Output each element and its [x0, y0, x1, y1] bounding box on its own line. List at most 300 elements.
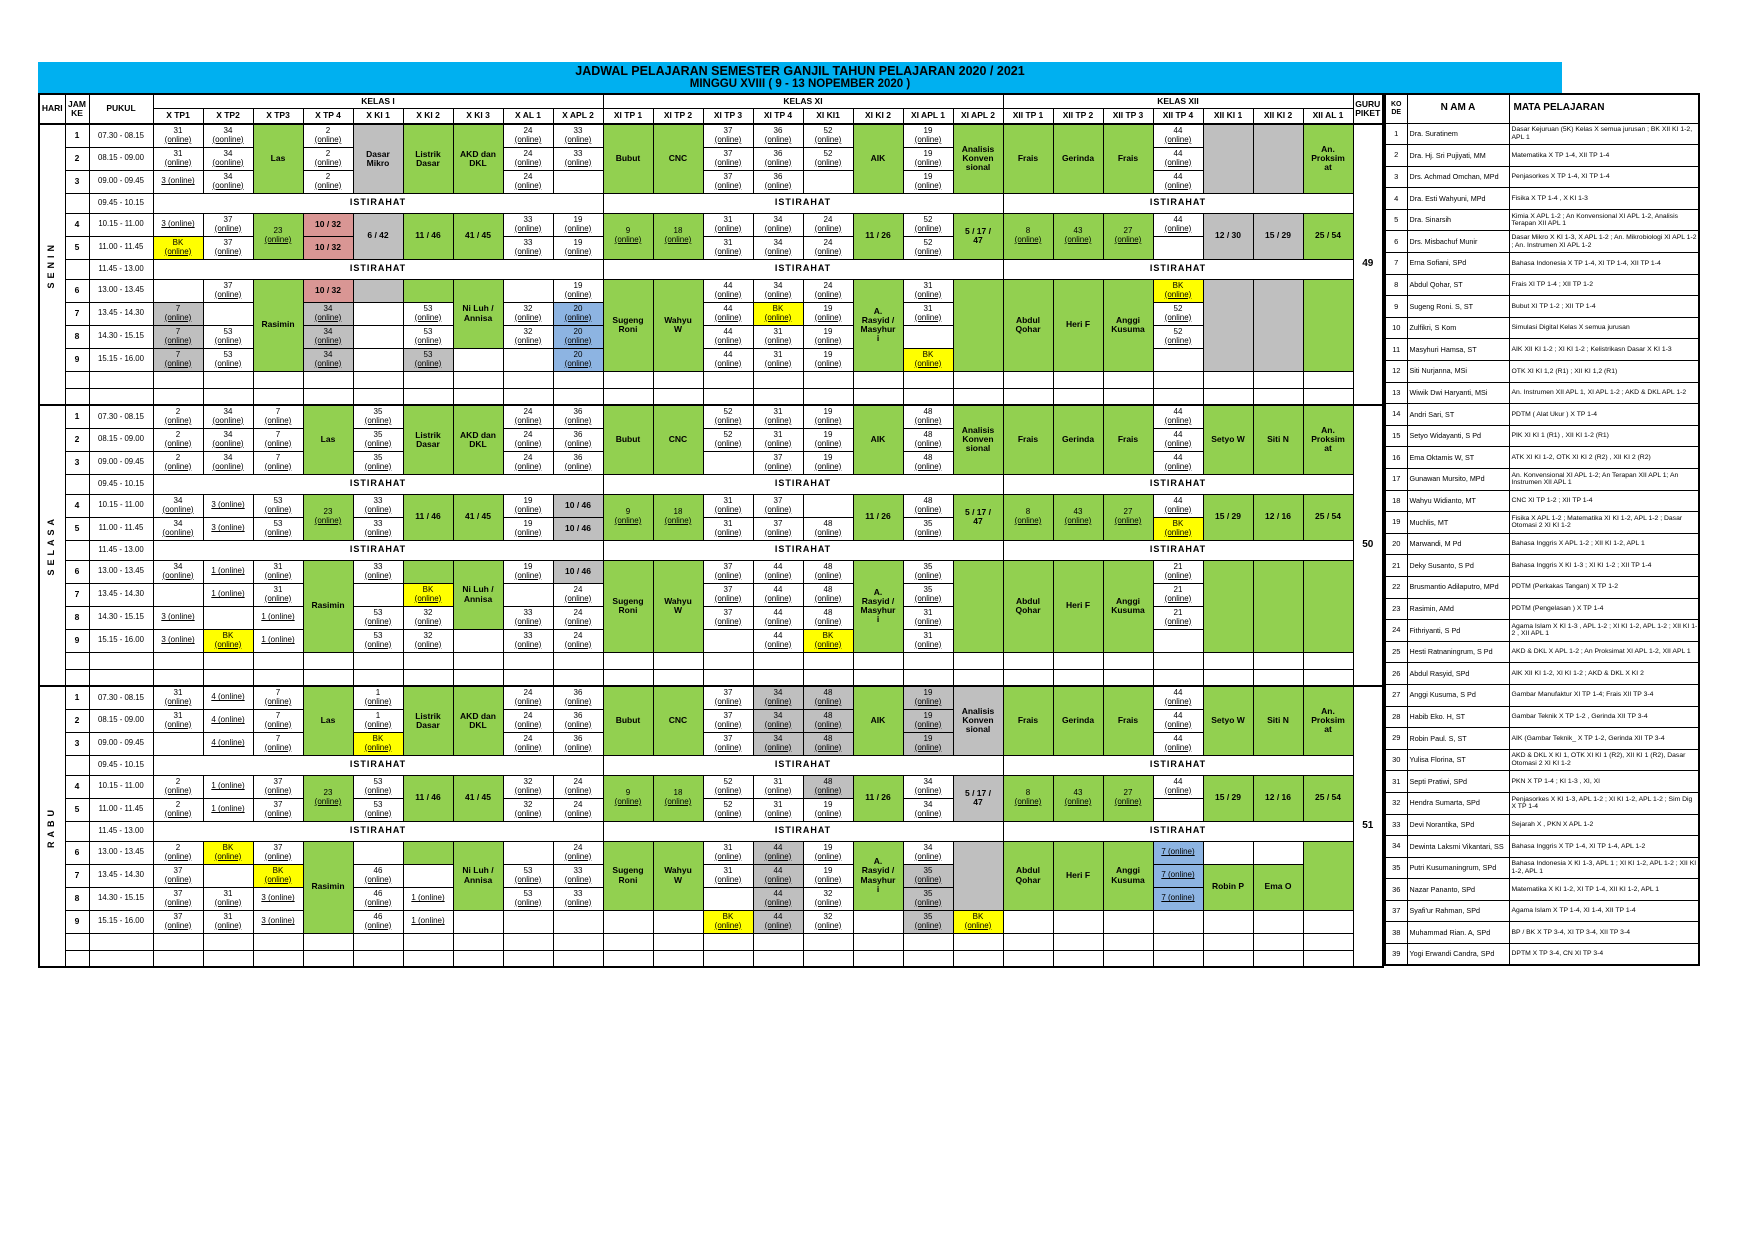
teacher-name: Muchlis, MT [1407, 512, 1509, 534]
jam-cell [65, 652, 89, 669]
jam-cell: 6 [65, 279, 89, 302]
schedule-cell: 35 (online) [903, 560, 953, 583]
schedule-cell: 34 (oonline) [203, 405, 253, 428]
teacher-name: Drs. Achmad Omchan, MPd [1407, 166, 1509, 188]
schedule-cell: 44 (online) [753, 910, 803, 933]
schedule-cell: CNC [653, 124, 703, 193]
schedule-cell: 9 (online) [603, 494, 653, 540]
schedule-cell: Rasimin [303, 841, 353, 933]
schedule-cell: 44 (online) [1153, 170, 1203, 193]
schedule-cell: Anggi Kusuma [1103, 279, 1153, 371]
schedule-cell: 7 (online) [153, 302, 203, 325]
column-header: XI APL 2 [953, 108, 1003, 124]
teacher-code: 13 [1385, 382, 1407, 404]
schedule-cell: 24 (online) [503, 170, 553, 193]
schedule-cell: Las [303, 405, 353, 474]
break-cell: ISTIRAHAT [153, 259, 603, 279]
jam-cell: 7 [65, 864, 89, 887]
schedule-cell: 53 (online) [203, 325, 253, 348]
header-kelas-group: KELAS I [153, 94, 603, 108]
teacher-code: 23 [1385, 598, 1407, 620]
pukul-cell: 13.45 - 14.30 [89, 302, 153, 325]
schedule-cell: 34 (online) [903, 775, 953, 798]
schedule-cell: 44 (online) [753, 606, 803, 629]
schedule-cell: 10 / 46 [553, 494, 603, 517]
teacher-code: 38 [1385, 922, 1407, 944]
schedule-cell: 44 (online) [1153, 428, 1203, 451]
break-cell: ISTIRAHAT [603, 193, 1003, 213]
schedule-cell [1253, 669, 1303, 686]
schedule-cell: 1 (online) [253, 629, 303, 652]
schedule-cell [503, 933, 553, 950]
schedule-cell: 31 (online) [203, 910, 253, 933]
schedule-cell: 34 (online) [753, 236, 803, 259]
teacher-code: 34 [1385, 836, 1407, 858]
teacher-subject: AIK (Gambar Teknik_ X TP 1-2, Gerinda XII TP 3-4 [1509, 728, 1699, 750]
pukul-cell: 07.30 - 08.15 [89, 686, 153, 709]
schedule-cell: 21 (online) [1153, 606, 1203, 629]
schedule-cell: 10 / 46 [553, 517, 603, 540]
schedule-cell: 3 (online) [153, 170, 203, 193]
teacher-subject: Frais XI TP 1-4 ; XII TP 1-2 [1509, 274, 1699, 296]
schedule-cell: 31 (online) [753, 798, 803, 821]
schedule-cell [1153, 629, 1203, 652]
schedule-cell [803, 652, 853, 669]
break-cell: ISTIRAHAT [603, 540, 1003, 560]
schedule-cell [403, 933, 453, 950]
teacher-subject: BP / BK X TP 3-4, XI TP 3-4, XII TP 3-4 [1509, 922, 1699, 944]
schedule-cell: 33 (online) [503, 629, 553, 652]
schedule-cell: Wahyu W [653, 560, 703, 652]
teacher-subject: Bahasa Indonesia X KI 1-3, APL 1 ; XI KI 1-2, APL 1-2 ; XII KI 1-2, APL 1 [1509, 857, 1699, 879]
schedule-cell: 41 / 45 [453, 213, 503, 259]
teacher-name: Drs. Misbachuf Munir [1407, 231, 1509, 253]
schedule-cell [1153, 652, 1203, 669]
column-header: X AL 1 [503, 108, 553, 124]
break-cell: ISTIRAHAT [603, 474, 1003, 494]
teacher-code: 21 [1385, 555, 1407, 577]
schedule-cell [803, 170, 853, 193]
column-header: XII TP 3 [1103, 108, 1153, 124]
schedule-cell: 19 (online) [553, 279, 603, 302]
schedule-cell: 31 (online) [153, 709, 203, 732]
schedule-cell: 19 (online) [903, 732, 953, 755]
schedule-cell [653, 910, 703, 933]
schedule-cell [1253, 950, 1303, 967]
schedule-cell: 19 (online) [553, 213, 603, 236]
schedule-cell: Setyo W [1203, 405, 1253, 474]
schedule-cell: 52 (online) [703, 405, 753, 428]
teacher-code: 8 [1385, 274, 1407, 296]
schedule-cell: BK (online) [903, 348, 953, 371]
break-cell: ISTIRAHAT [153, 821, 603, 841]
jam-cell: 2 [65, 428, 89, 451]
schedule-cell [1053, 371, 1103, 388]
column-header: XI TP 2 [653, 108, 703, 124]
schedule-cell: 34 (online) [753, 279, 803, 302]
schedule-cell: 48 (online) [903, 405, 953, 428]
schedule-cell: 32 (online) [503, 325, 553, 348]
schedule-cell [1203, 652, 1253, 669]
schedule-cell [353, 652, 403, 669]
column-header: X TP3 [253, 108, 303, 124]
schedule-cell [1153, 933, 1203, 950]
schedule-cell [453, 388, 503, 405]
schedule-cell: 3 (online) [203, 494, 253, 517]
schedule-cell: 32 (online) [403, 629, 453, 652]
schedule-cell: AIK [853, 686, 903, 755]
schedule-cell: 44 (online) [753, 864, 803, 887]
schedule-cell: 31 (online) [753, 348, 803, 371]
schedule-cell [853, 388, 903, 405]
schedule-cell [453, 910, 503, 933]
schedule-cell: 3 (online) [153, 606, 203, 629]
teacher-code: 16 [1385, 447, 1407, 469]
teacher-name: Masyhuri Hamsa, ST [1407, 339, 1509, 361]
schedule-cell: 24 (online) [553, 798, 603, 821]
schedule-cell: 48 (online) [803, 732, 853, 755]
schedule-cell: 19 (online) [803, 348, 853, 371]
schedule-cell: Siti N [1253, 405, 1303, 474]
column-header: XII AL 1 [1303, 108, 1353, 124]
schedule-cell: 46 (online) [353, 910, 403, 933]
schedule-cell: 19 (online) [503, 494, 553, 517]
schedule-cell: 7 (online) [253, 686, 303, 709]
schedule-cell [1103, 388, 1153, 405]
day-label: RABU [39, 686, 65, 967]
column-header: X KI 3 [453, 108, 503, 124]
schedule-cell: Wahyu W [653, 279, 703, 371]
schedule-cell: 3 (online) [203, 517, 253, 540]
schedule-cell: A. Rasyid / Masyhur i [853, 279, 903, 371]
teacher-code: 5 [1385, 209, 1407, 231]
schedule-cell: 46 (online) [353, 864, 403, 887]
schedule-cell [1203, 841, 1253, 864]
schedule-cell: 44 (online) [1153, 451, 1203, 474]
schedule-cell [953, 841, 1003, 910]
pukul-cell: 13.00 - 13.45 [89, 279, 153, 302]
schedule-cell [503, 910, 553, 933]
schedule-cell [203, 606, 253, 629]
schedule-cell: Abdul Qohar [1003, 279, 1053, 371]
teacher-name: Wiwik Dwi Haryanti, MSi [1407, 382, 1509, 404]
schedule-cell: 24 (online) [553, 583, 603, 606]
teacher-code: 12 [1385, 361, 1407, 383]
schedule-cell [853, 669, 903, 686]
schedule-cell [1303, 388, 1353, 405]
schedule-cell [1303, 652, 1353, 669]
teacher-kode-header: KO DE [1385, 94, 1407, 123]
schedule-cell: Analisis Konven sional [953, 405, 1003, 474]
day-label: SELASA [39, 405, 65, 686]
piket-value: 50 [1353, 405, 1383, 686]
teacher-subject: Matematika X TP 1-4, XII TP 1-4 [1509, 145, 1699, 167]
teacher-name: Dewinta Laksmi Vikantari, SS [1407, 836, 1509, 858]
teacher-name: Ema Oktamis W, ST [1407, 447, 1509, 469]
schedule-cell [453, 629, 503, 652]
teacher-name: Devi Norantika, SPd [1407, 814, 1509, 836]
column-header: X TP2 [203, 108, 253, 124]
teacher-subject: AIK XII KI 1-2 ; XI KI 1-2 ; Kelistrikasn Dasar X KI 1-3 [1509, 339, 1699, 361]
schedule-cell [1153, 669, 1203, 686]
schedule-cell [353, 279, 403, 302]
teacher-subject: An. Konvensional XI APL 1-2; An Terapan XII APL 1; An Instrumen XII APL 1 [1509, 469, 1699, 491]
teacher-code: 32 [1385, 792, 1407, 814]
schedule-cell: 11 / 26 [853, 775, 903, 821]
schedule-cell: 19 (online) [903, 709, 953, 732]
teacher-name: Sugeng Roni. S, ST [1407, 296, 1509, 318]
schedule-cell: BK (online) [203, 841, 253, 864]
column-header: XII KI 2 [1253, 108, 1303, 124]
teacher-subject: CNC XI TP 1-2 ; XII TP 1-4 [1509, 490, 1699, 512]
schedule-cell: 33 (online) [353, 494, 403, 517]
jam-cell: 7 [65, 583, 89, 606]
schedule-cell [603, 652, 653, 669]
schedule-cell [153, 388, 203, 405]
teacher-name: Hendra Sumarta, SPd [1407, 792, 1509, 814]
schedule-cell: 35 (online) [903, 910, 953, 933]
teacher-name: Dra. Hj. Sri Pujiyati, MM [1407, 145, 1509, 167]
schedule-cell: 36 (online) [553, 405, 603, 428]
jam-cell: 4 [65, 213, 89, 236]
schedule-cell [903, 371, 953, 388]
schedule-cell: 2 (online) [153, 405, 203, 428]
pukul-cell: 13.45 - 14.30 [89, 864, 153, 887]
schedule-cell: Frais [1003, 405, 1053, 474]
schedule-cell: 44 (online) [703, 302, 753, 325]
schedule-cell [1253, 841, 1303, 864]
schedule-cell [1303, 950, 1353, 967]
schedule-cell [1053, 388, 1103, 405]
schedule-cell: 19 (online) [903, 147, 953, 170]
schedule-cell: 37 (online) [203, 213, 253, 236]
teacher-subject: Fisika X APL 1-2 ; Matematika XI KI 1-2, APL 1-2 ; Dasar Otomasi 2 XI KI 1-2 [1509, 512, 1699, 534]
schedule-cell: 5 / 17 / 47 [953, 213, 1003, 259]
schedule-cell [1103, 652, 1153, 669]
schedule-cell [953, 669, 1003, 686]
pukul-cell: 14.30 - 15.15 [89, 606, 153, 629]
schedule-cell: 2 (online) [153, 798, 203, 821]
column-header: XI APL 1 [903, 108, 953, 124]
schedule-cell: BK (online) [1153, 279, 1203, 302]
pukul-cell: 11.45 - 13.00 [89, 540, 153, 560]
schedule-cell [903, 652, 953, 669]
jam-cell: 8 [65, 325, 89, 348]
schedule-cell: 7 (online) [153, 325, 203, 348]
teacher-code: 11 [1385, 339, 1407, 361]
schedule-cell: 31 (online) [253, 583, 303, 606]
schedule-cell [953, 279, 1003, 371]
schedule-cell: 33 (online) [553, 864, 603, 887]
teacher-code: 18 [1385, 490, 1407, 512]
schedule-cell [703, 451, 753, 474]
content-area [38, 93, 1754, 968]
column-header: XII TP 2 [1053, 108, 1103, 124]
schedule-cell [953, 950, 1003, 967]
schedule-cell: 41 / 45 [453, 494, 503, 540]
schedule-cell: 48 (online) [803, 686, 853, 709]
schedule-cell: 53 (online) [503, 887, 553, 910]
schedule-cell [1103, 669, 1153, 686]
schedule-cell: BK (online) [253, 864, 303, 887]
schedule-cell: 37 (online) [253, 775, 303, 798]
pukul-cell: 09.45 - 10.15 [89, 193, 153, 213]
schedule-cell: 37 (online) [703, 686, 753, 709]
schedule-cell: 37 (online) [753, 517, 803, 540]
schedule-cell: 52 (online) [703, 428, 753, 451]
column-header: XII KI 1 [1203, 108, 1253, 124]
schedule-cell: AIK [853, 124, 903, 193]
schedule-cell: 31 (online) [203, 887, 253, 910]
schedule-cell: 36 (online) [753, 147, 803, 170]
schedule-cell: Heri F [1053, 279, 1103, 371]
schedule-cell [153, 583, 203, 606]
schedule-cell: 37 (online) [703, 732, 753, 755]
schedule-cell: 37 (online) [703, 147, 753, 170]
schedule-cell: 35 (online) [903, 583, 953, 606]
pukul-cell [89, 950, 153, 967]
schedule-cell [703, 388, 753, 405]
teacher-subject: AIK XII KI 1-2, XI KI 1-2 ; AKD & DKL X KI 2 [1509, 663, 1699, 685]
schedule-cell: 37 (online) [153, 864, 203, 887]
schedule-cell: 19 (online) [803, 325, 853, 348]
schedule-cell [1003, 669, 1053, 686]
schedule-cell [1153, 798, 1203, 821]
schedule-cell: 53 (online) [353, 775, 403, 798]
schedule-cell: 1 (online) [203, 583, 253, 606]
schedule-cell: 12 / 30 [1203, 213, 1253, 259]
schedule-cell [1253, 371, 1303, 388]
schedule-cell: 37 (online) [153, 910, 203, 933]
schedule-cell: 44 (online) [1153, 124, 1203, 147]
schedule-cell [1253, 279, 1303, 371]
teacher-subject: PDTM (Pengelasan ) X TP 1-4 [1509, 598, 1699, 620]
schedule-cell [503, 583, 553, 606]
teacher-subject: PKN X TP 1-4 ; KI 1-3 , XI, XI [1509, 771, 1699, 793]
teacher-code: 3 [1385, 166, 1407, 188]
schedule-cell: 5 / 17 / 47 [953, 494, 1003, 540]
schedule-cell: 34 (oonline) [153, 560, 203, 583]
piket-value: 51 [1353, 686, 1383, 967]
pukul-cell: 07.30 - 08.15 [89, 405, 153, 428]
schedule-cell: 6 / 42 [353, 213, 403, 259]
schedule-cell: 53 (online) [253, 517, 303, 540]
teacher-name: Yogi Erwandi Candra, SPd [1407, 944, 1509, 966]
schedule-cell: 24 (online) [503, 732, 553, 755]
pukul-cell: 09.00 - 09.45 [89, 732, 153, 755]
schedule-cell: 9 (online) [603, 213, 653, 259]
schedule-cell: Las [303, 686, 353, 755]
schedule-cell: 21 (online) [1153, 560, 1203, 583]
teacher-name: Siti Nurjanna, MSi [1407, 361, 1509, 383]
schedule-cell [1153, 348, 1203, 371]
schedule-cell: Robin P [1203, 864, 1253, 910]
break-cell: ISTIRAHAT [603, 821, 1003, 841]
schedule-cell: 48 (online) [903, 451, 953, 474]
schedule-cell [153, 933, 203, 950]
teacher-code: 27 [1385, 684, 1407, 706]
schedule-cell [1153, 236, 1203, 259]
schedule-cell: 25 / 54 [1303, 775, 1353, 821]
schedule-cell: 1 (online) [353, 686, 403, 709]
schedule-cell: 1 (online) [203, 775, 253, 798]
schedule-cell [453, 371, 503, 388]
schedule-cell [1203, 950, 1253, 967]
pukul-cell: 09.45 - 10.15 [89, 474, 153, 494]
pukul-cell [89, 388, 153, 405]
schedule-cell [153, 669, 203, 686]
teacher-code: 17 [1385, 469, 1407, 491]
teacher-subject: Agama Islam X TP 1-4, XI 1-4, XII TP 1-4 [1509, 900, 1699, 922]
schedule-cell: 37 (online) [703, 560, 753, 583]
teacher-nama-header: N AM A [1407, 94, 1509, 123]
schedule-cell: 44 (online) [703, 348, 753, 371]
schedule-cell [1203, 279, 1253, 371]
schedule-cell [1203, 669, 1253, 686]
schedule-cell: An. Proksim at [1303, 405, 1353, 474]
schedule-cell: 2 (online) [303, 124, 353, 147]
schedule-cell: 44 (online) [753, 887, 803, 910]
pukul-cell: 10.15 - 11.00 [89, 494, 153, 517]
schedule-cell [303, 950, 353, 967]
schedule-cell [203, 933, 253, 950]
schedule-cell [953, 560, 1003, 652]
column-header: XI TP 3 [703, 108, 753, 124]
schedule-cell: 44 (online) [1153, 686, 1203, 709]
schedule-cell: 44 (online) [703, 279, 753, 302]
schedule-cell: 9 (online) [603, 775, 653, 821]
schedule-cell: 34 (oonline) [153, 494, 203, 517]
schedule-cell: Sugeng Roni [603, 841, 653, 910]
schedule-cell: 7 (online) [1153, 887, 1203, 910]
schedule-cell: 35 (online) [353, 428, 403, 451]
schedule-cell [903, 388, 953, 405]
schedule-cell [403, 841, 453, 864]
schedule-cell: Frais [1103, 405, 1153, 474]
schedule-cell: Gerinda [1053, 405, 1103, 474]
schedule-cell: 32 (online) [803, 887, 853, 910]
schedule-cell: 32 (online) [503, 798, 553, 821]
schedule-cell: 37 (online) [703, 606, 753, 629]
header-jam: JAM KE [65, 94, 89, 124]
schedule-cell: 52 (online) [803, 124, 853, 147]
schedule-cell [153, 732, 203, 755]
schedule-cell [1003, 950, 1053, 967]
schedule-cell [453, 933, 503, 950]
schedule-cell: 31 (online) [903, 279, 953, 302]
teacher-code: 29 [1385, 728, 1407, 750]
teacher-subject: Gambar Manufaktur XI TP 1-4; Frais XII TP 3-4 [1509, 684, 1699, 706]
schedule-cell [703, 371, 753, 388]
teacher-name: Erna Sofiani, SPd [1407, 253, 1509, 275]
break-cell: ISTIRAHAT [1003, 755, 1353, 775]
schedule-cell: 11 / 46 [403, 494, 453, 540]
schedule-cell [1203, 388, 1253, 405]
schedule-cell: 11 / 46 [403, 775, 453, 821]
schedule-cell: Rasimin [303, 560, 353, 652]
schedule-cell [953, 371, 1003, 388]
schedule-cell: 44 (online) [753, 841, 803, 864]
day-label: SENIN [39, 124, 65, 405]
column-header: XI KI 2 [853, 108, 903, 124]
schedule-cell: 36 (online) [553, 428, 603, 451]
teacher-subject: Agama Islam X KI 1-3 , APL 1-2 ; XI KI 1-2, APL 1-2 ; XII KI 1-2 , XII APL 1 [1509, 620, 1699, 642]
schedule-cell: 36 (online) [753, 170, 803, 193]
jam-cell [65, 755, 89, 775]
schedule-cell: BK (online) [203, 629, 253, 652]
column-header: X TP 4 [303, 108, 353, 124]
jam-cell: 9 [65, 348, 89, 371]
